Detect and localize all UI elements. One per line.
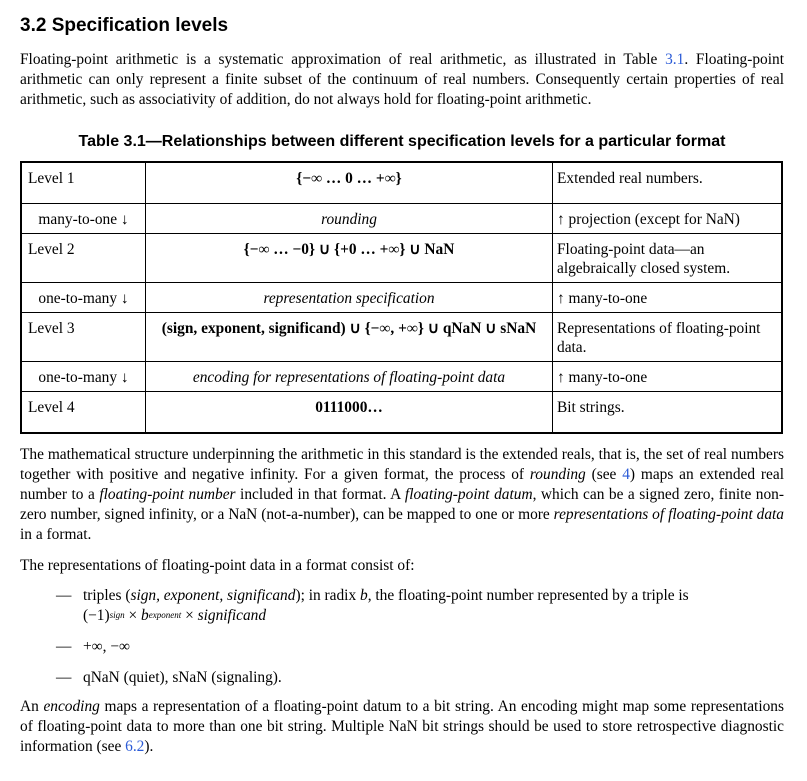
table-cell-c2: encoding for representations of floating-point data	[146, 362, 553, 392]
table-cell-c3: Floating-point data—an algebraically closed system.	[553, 234, 783, 283]
intro-paragraph: Floating-point arithmetic is a systematic approximation of real arithmetic, as illustrated in Table 3.1. Floating-point arithmetic can only represent a finite subset of the continuum of real numbers. Consequently certain properties of real arithmetic, such as associativity of addition, do not always hold for floating-point arithmetic.	[20, 51, 784, 108]
table-cell-c1: many-to-one ↓	[21, 204, 146, 234]
mapping-row	[21, 283, 782, 313]
level-row	[21, 313, 782, 362]
representations-paragraph: The representations of floating-point data in a format consist of:	[20, 557, 415, 574]
encoding-paragraph: An encoding maps a representation of a floating-point datum to a bit string. An encoding might map some representations of floating-point data to more than one bit string. Multiple NaN bit strings should be used to store retrospective diagnostic information (see 6.2).	[20, 698, 784, 755]
representation-list	[20, 586, 784, 688]
table-cell-c3: Extended real numbers.	[553, 162, 783, 204]
table-cell-c1: Level 3	[21, 313, 146, 362]
table-cell-c1: Level 2	[21, 234, 146, 283]
section-heading: 3.2 Specification levels	[20, 15, 229, 36]
table-cell-c2: {−∞ … −0} ∪ {+0 … +∞} ∪ NaN	[146, 234, 553, 283]
level-row	[21, 162, 782, 204]
table-cell-c3: ↑ projection (except for NaN)	[553, 204, 783, 234]
spec-levels-table	[20, 161, 783, 434]
table-cell-c1: Level 1	[21, 162, 146, 204]
document-page	[20, 14, 784, 757]
list-dash: —	[56, 587, 72, 604]
table-cell-c3: ↑ many-to-one	[553, 362, 783, 392]
level-row	[21, 234, 782, 283]
table-cell-c1: one-to-many ↓	[21, 283, 146, 313]
list-dash: —	[56, 669, 72, 686]
table-cell-c2: representation specification	[146, 283, 553, 313]
table-cell-c2: (sign, exponent, significand) ∪ {−∞, +∞} ∪ qNaN ∪ sNaN	[146, 313, 553, 362]
structure-paragraph: The mathematical structure underpinning the arithmetic in this standard is the extended reals, that is, the set of real numbers together with positive and negative infinity. For a given format, the process of rounding (see 4) maps an extended real number to a floating-point number included in that format. A floating-point datum, which can be a signed zero, finite non-zero number, signed infinity, or a NaN (not-a-number), can be mapped to one or more representations of floating-point data in a format.	[20, 446, 785, 543]
table-cell-c1: one-to-many ↓	[21, 362, 146, 392]
table-cell-c2: rounding	[146, 204, 553, 234]
table-cell-c2: 0111000…	[146, 392, 553, 434]
table-cell-c1: Level 4	[21, 392, 146, 434]
table-cell-c3: ↑ many-to-one	[553, 283, 783, 313]
table-caption: Table 3.1—Relationships between different specification levels for a particular format	[78, 133, 726, 150]
table-cell-c3: Bit strings.	[553, 392, 783, 434]
list-item: — triples (sign, exponent, significand); in radix b, the floating-point number represented by a triple is $(-1)^{sign} \times b^{exponent}$ × significand	[56, 587, 689, 624]
mapping-row	[21, 362, 782, 392]
level-row	[21, 392, 782, 434]
list-dash: —	[56, 638, 72, 655]
table-cell-c2: {−∞ … 0 … +∞}	[146, 162, 553, 204]
table-cell-c3: Representations of floating-point data.	[553, 313, 783, 362]
list-item: — +∞, −∞	[56, 638, 130, 655]
table-link[interactable]: 3.1	[665, 51, 685, 68]
section-link-6-2[interactable]: 6.2	[125, 738, 145, 755]
section-link-4[interactable]: 4	[622, 466, 630, 483]
mapping-row	[21, 204, 782, 234]
list-item: — qNaN (quiet), sNaN (signaling).	[56, 669, 282, 686]
